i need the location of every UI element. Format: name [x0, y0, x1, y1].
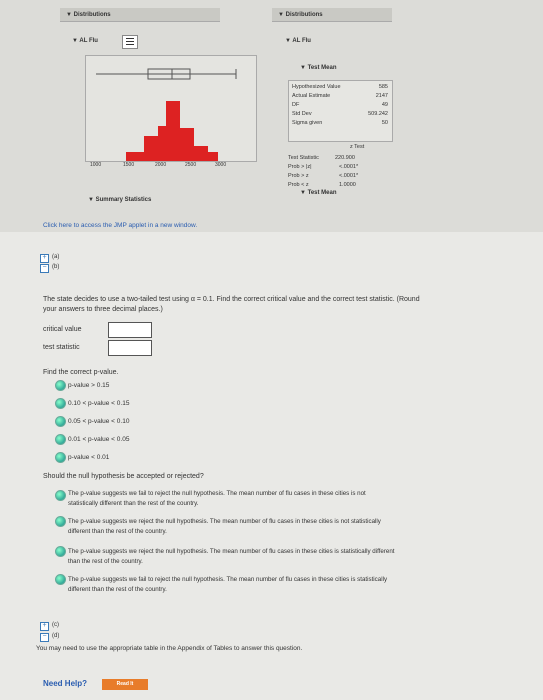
critical-value-label: critical value — [43, 326, 82, 333]
part-b-toggle[interactable]: − — [40, 264, 49, 273]
test-statistic-label: test statistic — [43, 344, 80, 351]
pvalue-radio-4[interactable] — [55, 434, 66, 445]
pvalue-radio-3[interactable] — [55, 416, 66, 427]
variable-header-right[interactable]: ▼ AL Flu — [285, 38, 311, 44]
test-mean-footer-title: Test Mean — [307, 190, 337, 196]
distributions-title-right: Distributions — [285, 12, 323, 18]
hist-bar — [166, 101, 180, 161]
null-hypothesis-prompt: Should the null hypothesis be accepted or rejected? — [43, 473, 204, 480]
summary-stats-header[interactable]: ▼ Summary Statistics — [88, 197, 152, 203]
row-value: 2147 — [375, 93, 388, 99]
pvalue-radio-5[interactable] — [55, 452, 66, 463]
distributions-header-left[interactable]: ▼ Distributions — [60, 8, 220, 22]
row-label: Actual Estimate — [292, 93, 331, 99]
variable-label-right: AL Flu — [292, 38, 311, 44]
need-help-label: Need Help? — [43, 679, 88, 688]
variable-label-left: AL Flu — [79, 38, 98, 44]
row-value: 585 — [378, 84, 388, 90]
row-label: Sigma given — [292, 120, 323, 126]
test-mean-footer[interactable]: ▼ Test Mean — [300, 190, 337, 196]
part-a-toggle[interactable]: + — [40, 254, 49, 263]
pvalue-radio-1[interactable] — [55, 380, 66, 391]
distributions-title-left: Distributions — [73, 12, 111, 18]
stat-value: 1.0000 — [339, 182, 356, 188]
part-b-label: (b) — [52, 264, 60, 270]
null-option-4-line1: The p-value suggests we fail to reject the null hypothesis. The mean number of flu cases in these cities is statistically — [68, 576, 388, 583]
tick-1500: 1500 — [123, 162, 135, 168]
distributions-header-right[interactable]: ▼ Distributions — [272, 8, 392, 22]
question-text-line1: The state decides to use a two-tailed test using α = 0.1. Find the correct critical value and the correct test statistic. (Round — [43, 296, 420, 303]
null-option-3-line1: The p-value suggests we reject the null hypothesis. The mean number of flu cases in these cities is statistically different — [68, 548, 395, 555]
hist-bar — [208, 152, 218, 161]
stat-label: Prob > z — [288, 173, 309, 179]
tick-2000: 2000 — [155, 162, 167, 168]
menu-icon[interactable] — [122, 35, 138, 49]
part-d-label: (d) — [52, 633, 60, 639]
variable-header-left[interactable]: ▼ AL Flu — [72, 38, 98, 44]
summary-stats-title: Summary Statistics — [95, 197, 152, 203]
row-value: 50 — [381, 120, 388, 126]
pvalue-option-2: 0.10 < p-value < 0.15 — [68, 400, 130, 407]
z-test-text: z Test — [350, 144, 365, 150]
pvalue-option-5: p-value < 0.01 — [68, 454, 110, 461]
row-label: Hypothesized Value — [292, 84, 341, 90]
null-option-1-line1: The p-value suggests we fail to reject the null hypothesis. The mean number of flu cases in these cities is not — [68, 490, 366, 497]
tick-1000: 1000 — [90, 162, 102, 168]
jmp-applet — [0, 0, 543, 232]
test-statistic-input[interactable] — [108, 340, 152, 356]
question-text-line2: your answers to three decimal places.) — [43, 306, 163, 313]
null-radio-2[interactable] — [55, 516, 66, 527]
z-test-label — [350, 144, 364, 150]
stat-label: Test Statistic — [288, 155, 319, 161]
hist-bar — [126, 152, 144, 161]
pvalue-radio-2[interactable] — [55, 398, 66, 409]
null-radio-1[interactable] — [55, 490, 66, 501]
tick-3000: 3000 — [215, 162, 227, 168]
test-mean-title: Test Mean — [307, 65, 337, 71]
hist-bar — [144, 136, 158, 161]
histogram-svg — [86, 56, 256, 161]
hist-bar — [158, 126, 166, 161]
pvalue-prompt: Find the correct p-value. — [43, 369, 119, 376]
row-value: 49 — [381, 102, 388, 108]
hist-bar — [194, 146, 208, 161]
test-mean-header[interactable]: ▼ Test Mean — [300, 65, 337, 71]
null-option-2-line1: The p-value suggests we reject the null hypothesis. The mean number of flu cases in these cities is not statistically — [68, 518, 381, 525]
null-option-4-line2: different than the rest of the country. — [68, 586, 167, 593]
pvalue-option-4: 0.01 < p-value < 0.05 — [68, 436, 130, 443]
stat-value: <.0001* — [339, 173, 359, 179]
tick-2500: 2500 — [185, 162, 197, 168]
histogram-plot — [85, 55, 257, 162]
read-it-button[interactable]: Read It — [102, 679, 148, 690]
hist-bar — [180, 128, 194, 161]
part-a-label: (a) — [52, 254, 60, 260]
row-label: Std Dev — [292, 111, 312, 117]
null-radio-4[interactable] — [55, 574, 66, 585]
appendix-note: You may need to use the appropriate table in the Appendix of Tables to answer this question. — [36, 645, 303, 652]
part-d-toggle[interactable]: − — [40, 633, 49, 642]
applet-link[interactable]: Click here to access the JMP applet in a new window. — [43, 222, 198, 229]
stat-label: Prob > |z| — [288, 164, 312, 170]
pvalue-option-3: 0.05 < p-value < 0.10 — [68, 418, 130, 425]
row-label: DF — [292, 102, 300, 108]
row-value: 509.242 — [368, 111, 388, 117]
pvalue-option-1: p-value > 0.15 — [68, 382, 110, 389]
null-option-1-line2: statistically different than the rest of the country. — [68, 500, 199, 507]
part-c-toggle[interactable]: + — [40, 622, 49, 631]
stat-value: 220.900 — [335, 155, 355, 161]
null-option-2-line2: different than the rest of the country. — [68, 528, 167, 535]
part-c-label: (c) — [52, 622, 59, 628]
stat-label: Prob < z — [288, 182, 309, 188]
stat-value: <.0001* — [339, 164, 359, 170]
null-option-3-line2: than the rest of the country. — [68, 558, 143, 565]
critical-value-input[interactable] — [108, 322, 152, 338]
null-radio-3[interactable] — [55, 546, 66, 557]
